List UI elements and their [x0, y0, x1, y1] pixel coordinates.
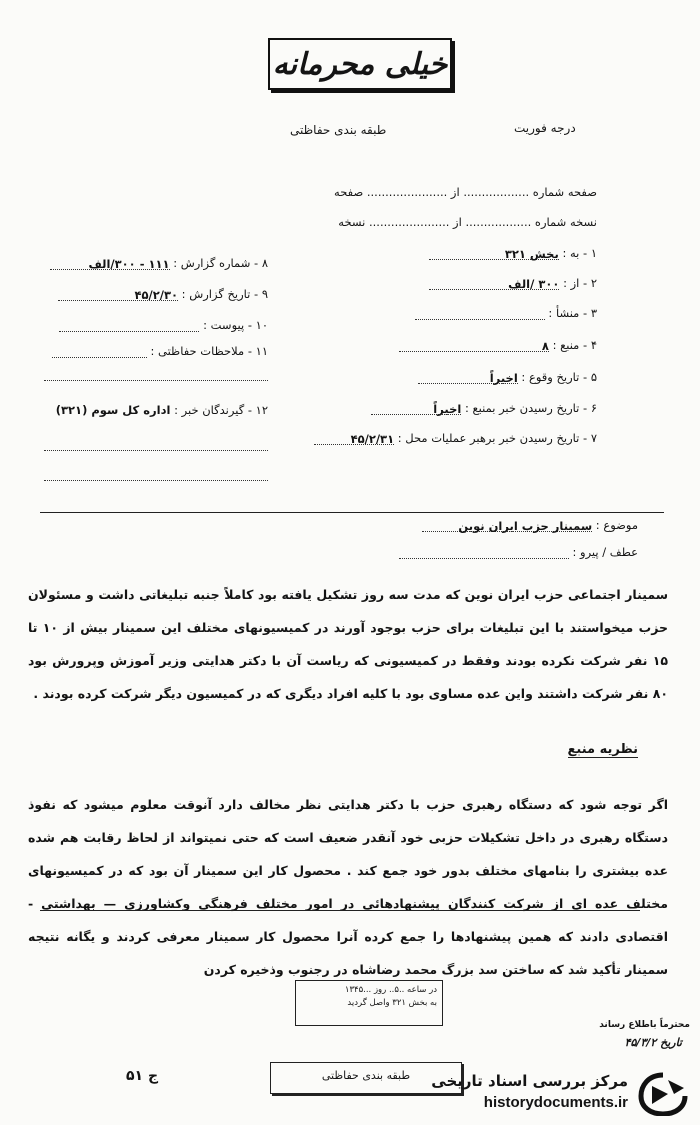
field-report-date-label: ۹ - تاریخ گزارش : [181, 287, 268, 301]
field-source-receipt-date [371, 401, 597, 415]
field-security-notes-value [52, 345, 147, 358]
field-report-number [50, 256, 268, 270]
field-security-notes-label: ۱۱ - ملاحظات حفاظتی : [150, 344, 268, 358]
field-source [399, 338, 597, 352]
classification-label: طبقه بندی حفاظتی [290, 123, 387, 137]
field-to-label: ۱ - به : [562, 246, 597, 260]
body-paragraph-1: سمینار اجتماعی حزب ایران نوین که مدت سه روز تشکیل یافته بود کاملاً جنبه تبلیغاتی داشت و مسئولان حزب میخواستند با این تبلیغات برای حزب بوجود آورند در کمیسیونهای مختلف این سمینار بیش از ۱۰ تا ۱۵ نفر شرکت نکرده بودند وفقط در کمیسیونی که ریاست آن با دکتر هدایتی وزیر آموزش وپرورش بود ۸۰ نفر شرکت داشتند واین عده مساوی بود با کلیه افراد دیگری که در کمیسیون دیگر شرکت کرده بودند . [28, 587, 668, 701]
field-report-number-value: ۱۱۱ - ۳۰۰/الف [50, 257, 170, 270]
field-source-value: ۸ [399, 339, 549, 352]
document-title: خیلی محرمانه [268, 38, 452, 90]
body-divider [40, 910, 640, 911]
classification-stamp: طبقه بندی حفاظتی [270, 1062, 462, 1094]
field-occurrence-date [418, 370, 597, 384]
subject-label: موضوع : [595, 518, 638, 532]
field-local-receipt-date-value: ۴۵/۲/۳۱ [314, 432, 394, 445]
copy-number-field: نسخه شماره .................. از ...................... نسخه [338, 215, 597, 229]
receipt-stamp-line-2: به بخش ۳۲۱ واصل گردید [347, 998, 437, 1008]
field-source-label: ۴ - منبع : [552, 338, 597, 352]
watermark-name: مرکز بررسی اسناد تاریخی [431, 1072, 628, 1090]
field-to [429, 246, 597, 260]
field-local-receipt-date [314, 431, 597, 445]
field-occurrence-date-value: اخیراً [418, 371, 518, 384]
field-report-number-label: ۸ - شماره گزارش : [173, 256, 268, 270]
archive-emblem-icon [638, 1072, 688, 1116]
field-origin-value [415, 307, 545, 320]
receipt-stamp [295, 980, 443, 1026]
watermark-url: historydocuments.ir [483, 1094, 628, 1111]
field-from-label: ۲ - از : [563, 276, 597, 290]
reference-label: عطف / پیرو : [572, 545, 638, 559]
page-number-field: صفحه شماره .................. از ...................... صفحه [334, 185, 597, 199]
page-mark: ج ۵۱ [126, 1068, 159, 1084]
field-to-value: بخش ۳۲۱ [429, 247, 559, 260]
field-recipients-label: ۱۲ - گیرندگان خبر : [174, 403, 268, 417]
opinion-heading: نظریه منبع [567, 742, 638, 757]
reference-value-line [399, 546, 569, 559]
recipients-line-2 [44, 480, 268, 481]
field-security-notes [52, 344, 268, 358]
handwritten-note-1: محترماً باطلاع رساند [599, 1020, 690, 1030]
field-from-value: ۳۰۰ /الف [429, 277, 559, 290]
section-divider [40, 512, 664, 513]
field-origin-label: ۳ - منشأ : [548, 306, 597, 320]
field-local-receipt-date-label: ۷ - تاریخ رسیدن خبر برهبر عملیات محل : [397, 431, 597, 445]
urgency-label: درجه فوریت [514, 121, 576, 135]
field-attachment [59, 318, 268, 332]
handwritten-note-2: تاریخ ۴۵/۳/۲ [624, 1036, 682, 1049]
security-notes-line [44, 380, 268, 381]
field-source-receipt-date-value: اخیراً [371, 402, 461, 415]
field-report-date-value: ۴۵/۲/۳۰ [58, 288, 178, 301]
subject-field [422, 518, 638, 532]
watermark-logo [431, 1072, 690, 1118]
receipt-stamp-line-1: در ساعه ..۵.. روز ...۱۳۴۵ [344, 985, 437, 995]
recipients-line-1 [44, 450, 268, 451]
subject-value: سمینار حزب ایران نوین [422, 519, 592, 532]
field-occurrence-date-label: ۵ - تاریخ وقوع : [521, 370, 597, 384]
field-attachment-label: ۱۰ - پیوست : [203, 318, 268, 332]
field-attachment-value [59, 319, 199, 332]
field-recipients [56, 403, 268, 417]
field-report-date [58, 287, 268, 301]
field-origin [415, 306, 597, 320]
reference-field [399, 545, 638, 559]
body-paragraph-2: اگر توجه شود که دستگاه رهبری حزب با دکتر هدایتی نظر مخالف دارد آنوقت معلوم میشود که نفوذ دستگاه رهبری در داخل تشکیلات حزبی خود آنقدر ضعیف است که حتی نمیتواند از لحاظ رقابت هم شده عده بیشتری را بنامهای مختلف بدور خود جمع کند . محصول کار این سمینار آن بود که در کمیسیونهای مختلف عده ای از شرکت کنندگان پیشنهادهائی در امور مختلف فرهنگی وکشاورزی — بهداشتی - اقتصادی دادند که همین پیشنهادها را جمع کرده آنرا محصول کار سمینار معرفی کردند و یگانه نتیجه سمینار تأکید شد که ساختن سد بزرگ محمد رضاشاه در رجنوب وذخیره کردن [28, 797, 668, 977]
field-recipients-value: اداره کل سوم (۳۲۱) [55, 403, 171, 417]
field-source-receipt-date-label: ۶ - تاریخ رسیدن خبر بمنبع : [464, 401, 597, 415]
field-from [429, 276, 597, 290]
